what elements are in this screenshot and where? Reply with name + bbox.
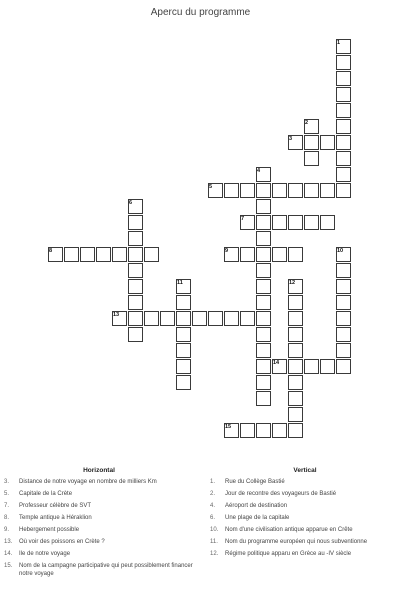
clue-number-label: 14	[273, 360, 280, 366]
crossword-cell[interactable]	[288, 247, 303, 262]
clue-number: 13.	[4, 539, 13, 545]
clue-text: Régime politique apparu en Grèce au -IV siècle	[225, 551, 352, 557]
clue-text: Rue du Collège Bastié	[225, 479, 285, 485]
crossword-cell[interactable]	[128, 263, 143, 278]
clue-number: 8.	[4, 515, 10, 521]
crossword-cell[interactable]	[336, 55, 351, 70]
crossword-cell[interactable]	[272, 215, 287, 230]
crossword-cell[interactable]	[144, 311, 159, 326]
crossword-cell[interactable]	[208, 311, 223, 326]
clue-text: Où voir des poissons en Crète ?	[19, 539, 105, 545]
clue-text: Temple antique à Héraklion	[19, 515, 92, 521]
crossword-cell[interactable]	[304, 215, 319, 230]
crossword-cell[interactable]	[336, 295, 351, 310]
crossword-cell[interactable]	[240, 247, 255, 262]
crossword-cell[interactable]	[128, 279, 143, 294]
crossword-cell[interactable]	[320, 359, 335, 374]
clue-number-label: 15	[225, 424, 232, 430]
clue-number: 1.	[210, 479, 216, 485]
crossword-cell[interactable]	[176, 343, 191, 358]
clue-number-label: 5	[209, 184, 213, 190]
crossword-cell[interactable]	[240, 423, 255, 438]
crossword-cell[interactable]	[256, 247, 271, 262]
crossword-cell[interactable]	[128, 295, 143, 310]
clue-item	[4, 502, 194, 510]
clue-number: 15.	[4, 563, 13, 569]
clue-number: 7.	[4, 503, 10, 509]
crossword-cell[interactable]	[176, 327, 191, 342]
crossword-cell[interactable]	[256, 359, 271, 374]
clue-number-label: 6	[129, 200, 133, 206]
clue-number-label: 9	[225, 248, 229, 254]
page-title: Apercu du programme	[150, 7, 251, 18]
crossword-cell[interactable]	[256, 263, 271, 278]
crossword-cell[interactable]	[192, 311, 207, 326]
crossword-cell[interactable]	[128, 311, 143, 326]
crossword-cell[interactable]	[128, 215, 143, 230]
crossword-cell[interactable]	[128, 327, 143, 342]
crossword-cell[interactable]	[176, 295, 191, 310]
crossword-cell[interactable]	[320, 135, 335, 150]
clue-number-label: 13	[113, 312, 120, 318]
clue-item	[4, 526, 194, 534]
clue-number: 4.	[210, 503, 216, 509]
crossword-cell[interactable]	[256, 311, 271, 326]
crossword-cell[interactable]	[256, 391, 271, 406]
crossword-cell[interactable]	[96, 247, 111, 262]
clue-number: 3.	[4, 479, 10, 485]
crossword-cell[interactable]	[128, 247, 143, 262]
clue-item	[4, 514, 194, 522]
crossword-cell[interactable]	[256, 279, 271, 294]
clue-item	[210, 550, 400, 558]
crossword-cell[interactable]	[256, 295, 271, 310]
crossword-cell[interactable]	[336, 279, 351, 294]
crossword-cell[interactable]	[288, 359, 303, 374]
crossword-cell[interactable]	[336, 71, 351, 86]
clue-text: Ile de notre voyage	[19, 551, 71, 557]
clue-text: Capitale de la Crète	[19, 491, 73, 497]
crossword-cell[interactable]	[336, 311, 351, 326]
crossword-cell[interactable]	[336, 119, 351, 134]
clue-item	[4, 538, 194, 546]
crossword-cell[interactable]	[336, 167, 351, 182]
clue-number-label: 3	[289, 136, 293, 142]
crossword-cell[interactable]	[336, 327, 351, 342]
crossword-cell[interactable]	[272, 183, 287, 198]
clue-number-label: 10	[337, 248, 344, 254]
crossword-cell[interactable]	[224, 311, 239, 326]
clue-number: 2.	[210, 491, 216, 497]
clue-item	[210, 502, 400, 510]
crossword-cell[interactable]	[288, 311, 303, 326]
crossword-cell[interactable]	[304, 183, 319, 198]
crossword-cell[interactable]	[336, 183, 351, 198]
crossword-cell[interactable]	[320, 215, 335, 230]
clue-text: Hebergement possible	[19, 527, 80, 533]
crossword-cell[interactable]	[240, 311, 255, 326]
crossword-cell[interactable]	[272, 247, 287, 262]
crossword-cell[interactable]	[288, 215, 303, 230]
clue-text: Nom d'une civilisation antique apparue en Crête	[225, 527, 353, 533]
clue-item	[4, 550, 194, 558]
crossword-cell[interactable]	[336, 151, 351, 166]
clue-number-label: 12	[289, 280, 296, 286]
horizontal-heading: Horizontal	[83, 467, 115, 474]
crossword-cell[interactable]	[240, 183, 255, 198]
clue-text: Nom du programme européen qui nous subventionne	[225, 539, 368, 545]
clue-number-label: 2	[305, 120, 309, 126]
vertical-clues	[210, 467, 400, 562]
crossword-cell[interactable]	[160, 311, 175, 326]
crossword-cell[interactable]	[288, 407, 303, 422]
crossword-cell[interactable]	[256, 199, 271, 214]
crossword-cell[interactable]	[304, 135, 319, 150]
crossword-cell[interactable]	[336, 263, 351, 278]
clue-number-label: 1	[337, 40, 341, 46]
crossword-cell[interactable]	[288, 295, 303, 310]
clue-number-label: 11	[177, 280, 183, 286]
clue-text: Nom de la campagne participative qui peut possiblement financer notre voyage	[19, 563, 193, 577]
crossword-cell[interactable]	[64, 247, 79, 262]
clue-number-label: 7	[241, 216, 245, 222]
crossword-cell[interactable]	[288, 391, 303, 406]
clue-item	[4, 562, 194, 578]
clue-item	[210, 514, 400, 522]
crossword-cell[interactable]	[128, 231, 143, 246]
clue-item	[210, 538, 400, 546]
clue-item	[210, 490, 400, 498]
crossword-cell[interactable]	[80, 247, 95, 262]
clue-number: 9.	[4, 527, 10, 533]
clue-text: Distance de notre voyage en nombre de milliers Km	[19, 479, 157, 485]
crossword-cell[interactable]	[336, 87, 351, 102]
crossword-cell[interactable]	[304, 151, 319, 166]
clue-number-label: 4	[257, 168, 261, 174]
crossword-cell[interactable]	[256, 215, 271, 230]
horizontal-clues	[4, 467, 194, 582]
clue-item	[210, 478, 400, 486]
crossword-cell[interactable]	[336, 103, 351, 118]
crossword-cell[interactable]	[288, 343, 303, 358]
clue-number-label: 8	[49, 248, 53, 254]
crossword-cell[interactable]	[304, 359, 319, 374]
crossword-cell[interactable]	[256, 183, 271, 198]
crossword-cell[interactable]	[336, 359, 351, 374]
clue-number: 14.	[4, 551, 13, 557]
crossword-cell[interactable]	[336, 135, 351, 150]
crossword-cell[interactable]	[288, 183, 303, 198]
crossword-cell[interactable]	[288, 375, 303, 390]
crossword-cell[interactable]	[288, 327, 303, 342]
crossword-cell[interactable]	[176, 359, 191, 374]
crossword-cell[interactable]	[144, 247, 159, 262]
clue-text: Une plage de la capitale	[225, 515, 290, 521]
crossword-cell[interactable]	[176, 311, 191, 326]
clue-item	[4, 490, 194, 498]
clue-number: 6.	[210, 515, 216, 521]
clue-number: 12.	[210, 551, 219, 557]
clue-number: 5.	[4, 491, 10, 497]
crossword-cell[interactable]	[256, 231, 271, 246]
crossword-cell[interactable]	[176, 375, 191, 390]
crossword-cell[interactable]	[272, 423, 287, 438]
clue-text: Aéroport de destination	[225, 503, 288, 509]
clue-item	[210, 526, 400, 534]
vertical-heading: Vertical	[293, 467, 317, 474]
clue-item	[4, 478, 194, 486]
crossword-cell[interactable]	[256, 343, 271, 358]
crossword-cell[interactable]	[112, 247, 127, 262]
clue-text: Jour de recontre des voyageurs de Bastié	[225, 491, 337, 497]
crossword-cell[interactable]	[224, 183, 239, 198]
crossword-cell[interactable]	[256, 423, 271, 438]
clue-number: 11.	[210, 539, 218, 545]
clue-text: Professeur célèbre de SVT	[19, 503, 92, 509]
crossword-cell[interactable]	[336, 343, 351, 358]
crossword-cell[interactable]	[288, 423, 303, 438]
crossword-cell[interactable]	[256, 327, 271, 342]
clue-number: 10.	[210, 527, 219, 533]
crossword-cell[interactable]	[320, 183, 335, 198]
crossword-cell[interactable]	[256, 375, 271, 390]
